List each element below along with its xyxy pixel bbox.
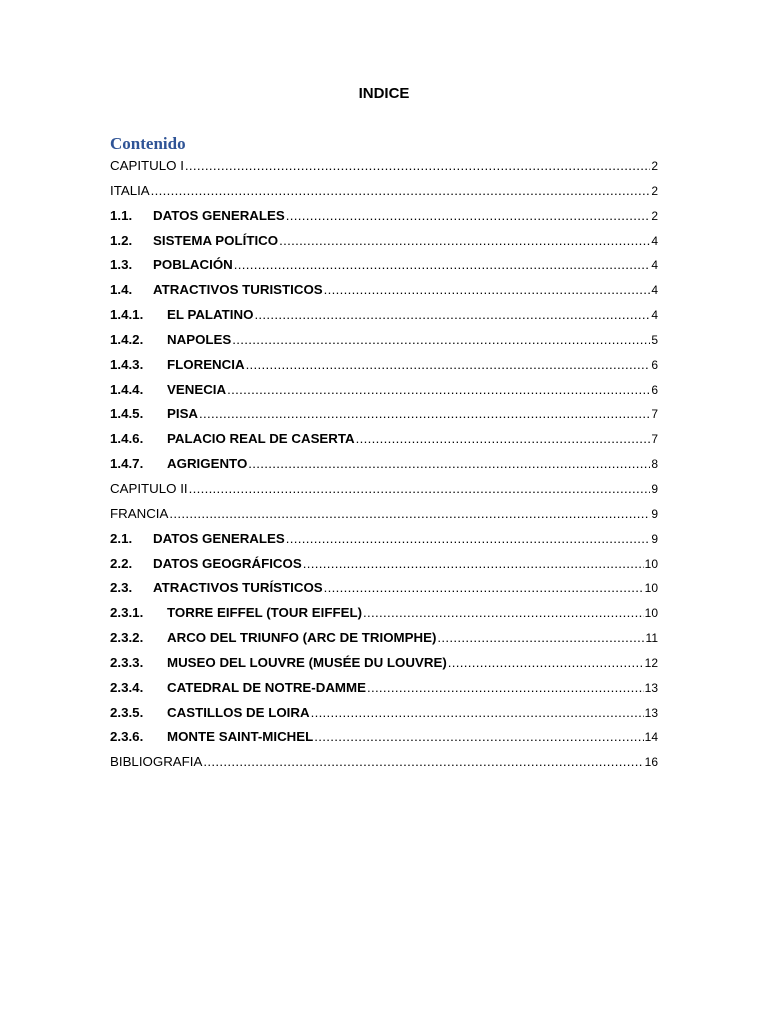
toc-entry-title: PISA [167, 406, 199, 422]
toc-dot-leader [303, 553, 644, 575]
toc-entry[interactable] [110, 304, 658, 329]
toc-entry-number: 2.3. [110, 580, 133, 596]
table-of-contents [110, 155, 658, 776]
toc-entry[interactable] [110, 230, 658, 255]
toc-entry-number: 2.3.5. [110, 704, 144, 720]
toc-entry[interactable] [110, 577, 658, 602]
toc-entry-number: 1.4.4. [110, 381, 144, 397]
toc-entry[interactable] [110, 652, 658, 677]
toc-entry[interactable] [110, 503, 658, 528]
toc-dot-leader [151, 180, 651, 202]
toc-dot-leader [311, 702, 644, 724]
toc-dot-leader [324, 279, 651, 301]
toc-entry-title: AGRIGENTO [167, 456, 248, 472]
toc-dot-leader [437, 627, 644, 649]
toc-entry[interactable] [110, 627, 658, 652]
toc-entry-number: 1.4.5. [110, 406, 144, 422]
toc-entry-page: 9 [651, 531, 658, 546]
toc-entry-title: SISTEMA POLÍTICO [153, 232, 279, 248]
toc-entry[interactable] [110, 403, 658, 428]
toc-entry-page: 13 [644, 705, 658, 720]
toc-entry-title: EL PALATINO [167, 307, 254, 323]
toc-entry-title: CATEDRAL DE NOTRE-DAMME [167, 679, 366, 695]
toc-entry[interactable] [110, 329, 658, 354]
toc-dot-leader [227, 379, 650, 401]
toc-entry-page: 4 [651, 233, 658, 248]
toc-entry[interactable] [110, 254, 658, 279]
toc-entry-title: ATRACTIVOS TURÍSTICOS [153, 580, 323, 596]
toc-entry[interactable] [110, 453, 658, 478]
toc-dot-leader [363, 602, 644, 624]
toc-entry[interactable] [110, 726, 658, 751]
toc-entry-page: 12 [644, 655, 658, 670]
toc-entry-title: CASTILLOS DE LOIRA [167, 704, 310, 720]
toc-entry-page: 11 [645, 631, 658, 646]
toc-entry-page: 13 [644, 680, 658, 695]
toc-entry-number: 1.4. [110, 282, 133, 298]
toc-entry-title: ARCO DEL TRIUNFO (ARC DE TRIOMPHE) [167, 630, 437, 646]
toc-entry-number: 1.3. [110, 257, 133, 273]
toc-dot-leader [356, 428, 651, 450]
toc-entry[interactable] [110, 677, 658, 702]
toc-entry-page: 10 [644, 606, 658, 621]
toc-entry-number: 1.4.1. [110, 307, 144, 323]
toc-dot-leader [199, 403, 650, 425]
toc-entry-page: 7 [651, 407, 658, 422]
toc-entry-page: 4 [651, 258, 658, 273]
toc-dot-leader [314, 726, 643, 748]
toc-entry-title: MUSEO DEL LOUVRE (MUSÉE DU LOUVRE) [167, 654, 447, 670]
toc-entry-page: 2 [651, 183, 658, 198]
toc-dot-leader [232, 329, 650, 351]
toc-entry-title: NAPOLES [167, 331, 232, 347]
toc-dot-leader [234, 254, 651, 276]
toc-entry-number: 2.3.6. [110, 729, 144, 745]
toc-dot-leader [246, 354, 651, 376]
toc-entry[interactable] [110, 478, 658, 503]
toc-dot-leader [248, 453, 650, 475]
toc-dot-leader [169, 503, 650, 525]
toc-entry-page: 8 [651, 457, 658, 472]
toc-entry-number: 2.2. [110, 555, 133, 571]
toc-dot-leader [189, 478, 651, 500]
toc-entry-page: 2 [651, 208, 658, 223]
toc-entry-page: 7 [651, 432, 658, 447]
toc-dot-leader [279, 230, 650, 252]
toc-entry[interactable] [110, 379, 658, 404]
toc-entry-page: 6 [651, 382, 658, 397]
toc-entry[interactable] [110, 528, 658, 553]
toc-entry-page: 9 [651, 506, 658, 521]
toc-dot-leader [324, 577, 644, 599]
toc-entry[interactable] [110, 354, 658, 379]
toc-entry-page: 4 [651, 308, 658, 323]
toc-entry-number: 1.1. [110, 207, 133, 223]
toc-entry-page: 4 [651, 283, 658, 298]
toc-dot-leader [203, 751, 643, 773]
toc-entry-number: 1.4.6. [110, 431, 144, 447]
toc-entry-number: 2.3.1. [110, 605, 144, 621]
toc-entry[interactable] [110, 205, 658, 230]
page-title: INDICE [358, 85, 410, 102]
toc-entry-number: 2.3.4. [110, 679, 144, 695]
toc-dot-leader [254, 304, 650, 326]
toc-entry[interactable] [110, 155, 658, 180]
toc-dot-leader [448, 652, 644, 674]
toc-entry-title: FRANCIA [110, 505, 169, 521]
toc-entry-title: VENECIA [167, 381, 227, 397]
toc-entry[interactable] [110, 428, 658, 453]
toc-entry-title: TORRE EIFFEL (TOUR EIFFEL) [167, 605, 363, 621]
toc-dot-leader [286, 205, 651, 227]
toc-dot-leader [367, 677, 644, 699]
toc-entry-title: DATOS GENERALES [153, 207, 285, 223]
toc-entry-title: ATRACTIVOS TURISTICOS [153, 282, 323, 298]
toc-entry-page: 10 [644, 581, 658, 596]
toc-entry-title: CAPITULO I [110, 158, 184, 173]
toc-entry-number: 1.4.7. [110, 456, 144, 472]
toc-entry-number: 2.3.3. [110, 654, 144, 670]
toc-entry-title: ITALIA [110, 182, 150, 198]
toc-entry[interactable] [110, 751, 658, 776]
toc-entry-page: 16 [644, 755, 658, 770]
toc-entry[interactable] [110, 279, 658, 304]
toc-entry-title: MONTE SAINT-MICHEL [167, 729, 314, 745]
toc-dot-leader [185, 155, 650, 177]
toc-entry-title: CAPITULO II [110, 480, 188, 496]
toc-entry-number: 1.2. [110, 232, 133, 248]
toc-entry-page: 10 [644, 556, 658, 571]
toc-entry-number: 2.3.2. [110, 630, 144, 646]
toc-entry-title: FLORENCIA [167, 356, 245, 372]
toc-entry[interactable] [110, 702, 658, 727]
toc-heading: Contenido [110, 134, 186, 153]
toc-entry-page: 14 [644, 730, 658, 745]
toc-entry-page: 9 [651, 481, 658, 496]
toc-entry-page: 2 [651, 159, 658, 173]
toc-entry-title: DATOS GENERALES [153, 530, 285, 546]
toc-entry-page: 5 [651, 332, 658, 347]
toc-entry-title: DATOS GEOGRÁFICOS [153, 555, 302, 571]
toc-entry[interactable] [110, 180, 658, 205]
toc-entry-title: BIBLIOGRAFIA [110, 754, 203, 770]
toc-entry-page: 6 [651, 357, 658, 372]
toc-entry-number: 1.4.2. [110, 331, 144, 347]
toc-entry-title: POBLACIÓN [153, 257, 233, 273]
toc-entry[interactable] [110, 553, 658, 578]
toc-entry-number: 1.4.3. [110, 356, 144, 372]
toc-entry[interactable] [110, 602, 658, 627]
toc-entry-title: PALACIO REAL DE CASERTA [167, 431, 355, 447]
toc-entry-number: 2.1. [110, 530, 133, 546]
toc-dot-leader [286, 528, 651, 550]
